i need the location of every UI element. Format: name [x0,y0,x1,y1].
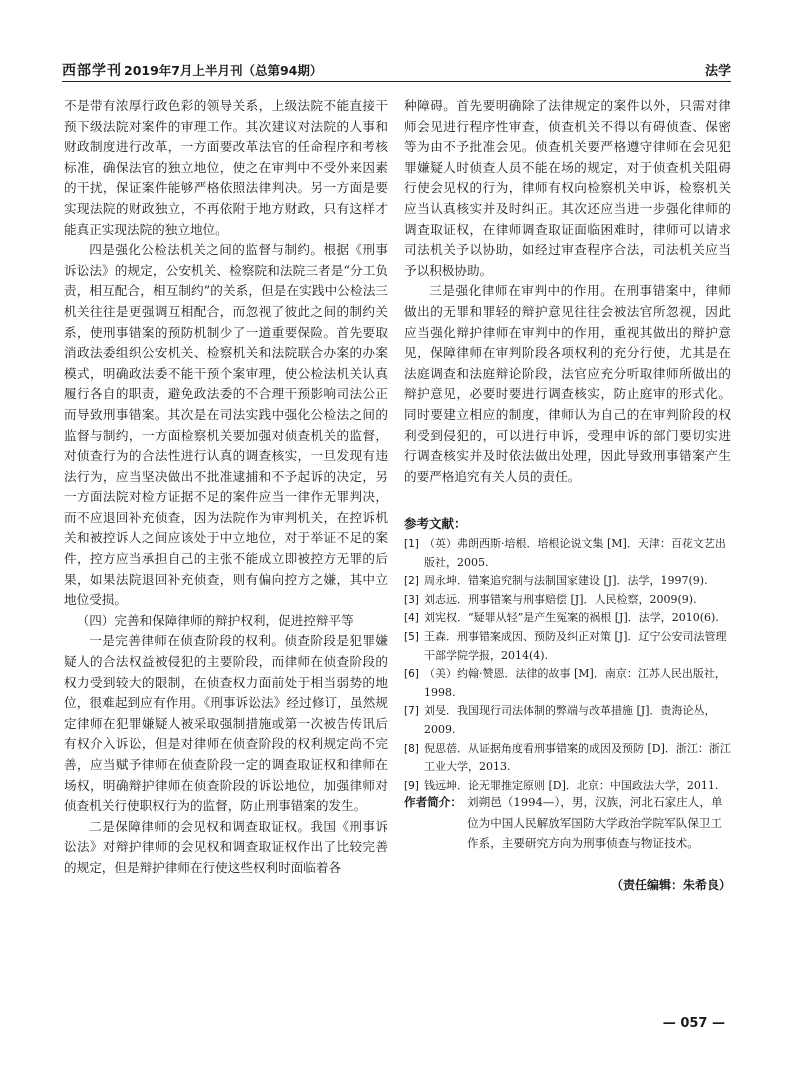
references-list [404,535,731,795]
page-number: — 057 — [662,1016,725,1031]
responsible-editor: （责任编辑：朱希良） [610,878,731,892]
body-paragraph: 三是强化律师在审判中的作用。在刑事错案中，律师做出的无罪和罪轻的辩护意见往往会被法官所忽视，因此应当强化辩护律师在审判中的作用，重视其做出的辩护意见，保障律师在审判阶段各项权利的充分行使，尤其是在法庭调查和法庭辩论阶段，法官应充分听取律师所做出的辩护意见，必要时要进行调查核实，防止庭审的形式化。同时要建立相应的制度，律师认为自己的在审判阶段的权利受到侵犯的，可以进行申诉，受理申诉的部门要切实进行调查核实并及时依法做出处理，因此导致刑事错案产生的要严格追究有关人员的责任。 [404,283,731,484]
body-paragraph: 二是保障律师的会见权和调查取证权。我国《刑事诉讼法》对辩护律师的会见权和调查取证权作出了比较完善的规定，但是辩护律师在行使这些权利时面临着各 [64,818,388,875]
section-subheading: （四）完善和保障律师的辩护权利，促进控辩平等 [76,612,354,628]
reference-item [404,591,731,610]
reference-text: 周永坤．错案追究制与法制国家建设 [J]．法学，1997(9). [424,574,708,588]
author-bio-label: 作者简介： [404,795,462,809]
author-bio-text: 刘朔邑（1994—），男，汉族，河北石家庄人，单位为中国人民解放军国防大学政治学院军队保卫工作系，主要研究方向为刑事侦查与物证技术。 [467,795,723,850]
author-bio [404,792,731,854]
reference-number: [7] [404,705,419,718]
section-name: 法学 [704,64,731,79]
reference-number: [3] [404,593,419,606]
reference-text: 王森．刑事错案成因、预防及纠正对策 [J]．辽宁公安司法管理干部学院学报，2014(4). [424,629,727,662]
reference-text: 钱远坤．论无罪推定原则 [D]．北京：中国政法大学，2011. [424,778,719,792]
reference-text: （美）约翰·赞恩．法律的故事 [M]．南京：江苏人民出版社，1998. [424,667,726,699]
reference-number: [4] [404,612,419,625]
reference-text: 倪思蓓．从证据角度看刑事错案的成因及预防 [D]．浙江：浙江工业大学，2013. [424,741,731,774]
reference-item [404,702,731,739]
reference-item [404,609,731,628]
references-title: 参考文献： [404,516,467,531]
reference-number: [1] [404,538,419,550]
reference-text: 刘宪权．“疑罪从轻”是产生冤案的祸根 [J]．法学，2010(6). [424,611,719,625]
reference-number: [8] [404,742,419,755]
body-paragraph: 四是强化公检法机关之间的监督与制约。根据《刑事诉讼法》的规定，公安机关、检察院和法院三者是“分工负责，相互配合，相互制约”的关系，但是在实践中公检法三机关往往是更强调互相配合，而忽视了彼此之间的制约关系，使刑事错案的预防机制少了一道重要保险。首先要取消政法委组织公安机关、检察机关和法院联合办案的办案模式，明确政法委不能干预个案审理，使公检法机关认真履行各自的职责，避免政法委的不合理干预影响司法公正而导致刑事错案。其次是在司法实践中强化公检法之间的监督与制约，一方面检察机关要加强对侦查机关的监督，对侦查行为的合法性进行认真的调查核实，一旦发现有违法行为，应当坚决做出不批准逮捕和不予起诉的决定，另一方面法院对检方证据不足的案件应当一律作无罪判决，而不应退回补充侦查，因为法院作为审判机关，在控诉机关和被控诉人之间应该处于中立地位，对于举证不足的案件，控方应当承担自己的主张不能成立即被控方无罪的后果，如果法院退回补充侦查，则有偏向控方之嫌，其中立地位受损。 [64,242,388,608]
journal-masthead [62,60,322,80]
reference-number: [6] [404,668,419,681]
body-paragraph: 一是完善律师在侦查阶段的权利。侦查阶段是犯罪嫌疑人的合法权益被侵犯的主要阶段，而律师在侦查阶段的权力受到较大的限制，在侦查权力面前处于相当弱势的地位，很难起到应有作用。《刑事诉讼法》经过修订，虽然规定律师在犯罪嫌疑人被采取强制措施或第一次被告传讯后有权介入诉讼，但是对律师在侦查阶段的权利规定尚不完善，应当赋予律师在侦查阶段一定的调查取证权和律师在场权，明确辩护律师在侦查阶段的诉讼地位，加强律师对侦查机关行使职权行为的监督，防止刑事错案的发生。 [64,633,388,814]
reference-item [404,740,731,777]
reference-number: [9] [404,779,419,792]
reference-text: 刘志远．刑事错案与刑事赔偿 [J]．人民检察，2009(9). [424,592,697,606]
reference-number: [5] [404,630,419,643]
running-header [62,58,731,80]
right-text-column [404,96,731,487]
issue-info: 2019年7月上半月刊（总第94期） [124,63,323,78]
reference-text: （英）弗朗西斯·培根．培根论说文集 [M]．天津：百花文艺出版社，2005. [424,537,726,569]
journal-logo: 西部学刊 [62,63,122,79]
reference-item [404,535,731,572]
header-divider [62,81,731,82]
reference-item [404,628,731,665]
reference-text: 刘旻．我国现行司法体制的弊端与改革措施 [J]．贵海论丛，2009. [424,704,716,736]
left-text-column [64,96,388,879]
body-paragraph: 不是带有浓厚行政色彩的领导关系，上级法院不能直接干预下级法院对案件的审理工作。其次建议对法院的人事和财政制度进行改革，一方面要改革法官的任命程序和考核标准，确保法官的独立地位，使之在审判中不受外来因素的干扰，保证案件能够严格依照法律判决。另一方面是要实现法院的财政独立，不再依附于地方财政，只有这样才能真正实现法院的独立地位。 [64,98,388,237]
reference-item [404,572,731,591]
reference-item [404,665,731,702]
reference-number: [2] [404,575,419,588]
body-paragraph: 种障碍。首先要明确除了法律规定的案件以外，只需对律师会见进行程序性审查，侦查机关不得以有碍侦查、保密等为由不予批准会见。侦查机关要严格遵守律师在会见犯罪嫌疑人时侦查人员不能在场的规定，对于侦查机关阻碍行使会见权的行为，律师有权向检察机关申诉，检察机关应当认真核实并及时纠正。其次还应当进一步强化律师的调查取证权，在律师调查取证面临困难时，律师可以请求司法机关予以协助，如经过审查程序合法，司法机关应当予以积极协助。 [404,98,731,278]
